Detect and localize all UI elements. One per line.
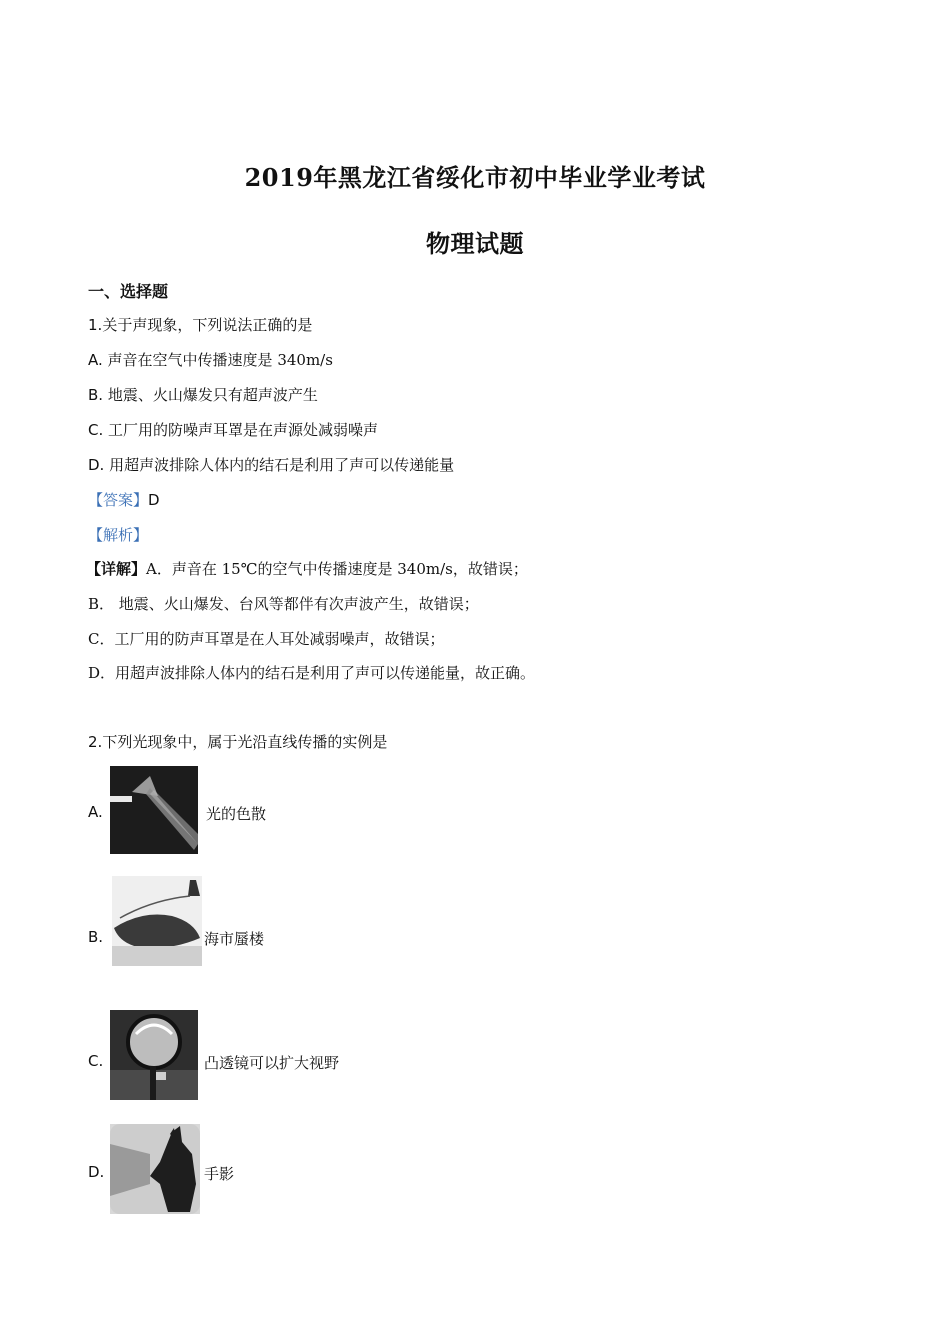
q1-option-a bbox=[88, 349, 333, 370]
q2-option-c-letter: C. bbox=[88, 1052, 104, 1070]
question-1-stem bbox=[88, 314, 312, 335]
q1-answer bbox=[88, 489, 160, 510]
q1-option-c bbox=[88, 419, 378, 440]
question-number: 2. bbox=[88, 733, 103, 751]
option-letter: B. bbox=[88, 386, 104, 404]
option-text: 用超声波排除人体内的结石是利用了声可以传递能量 bbox=[109, 456, 455, 474]
q2-option-d-text: 手影 bbox=[204, 1165, 235, 1183]
question-text: 下列光现象中，属于光沿直线传播的实例是 bbox=[102, 733, 388, 751]
convex-mirror-photo-icon bbox=[110, 1010, 198, 1100]
option-letter: C. bbox=[88, 421, 104, 439]
option-text: 工厂用的防噪声耳罩是在声源处减弱噪声 bbox=[108, 421, 379, 439]
hand-shadow-photo-icon bbox=[110, 1124, 200, 1214]
detail-text: A．声音在 15℃的空气中传播速度是 340m/s，故错误； bbox=[146, 560, 528, 578]
q1-detail-line-2: B． 地震、火山爆发、台风等都伴有次声波产生，故错误； bbox=[88, 595, 479, 613]
question-2-stem bbox=[88, 731, 387, 752]
question-text: 关于声现象，下列说法正确的是 bbox=[102, 316, 313, 334]
q1-detail-line-4: D．用超声波排除人体内的结石是利用了声可以传递能量，故正确。 bbox=[88, 664, 536, 682]
q1-detail-line-1 bbox=[86, 558, 528, 579]
q2-option-b-letter: B. bbox=[88, 928, 104, 946]
option-text: 声音在空气中传播速度是 340m/s bbox=[107, 351, 333, 369]
q2-option-d-letter: D. bbox=[88, 1163, 105, 1181]
mirage-photo-icon bbox=[112, 876, 202, 966]
exam-subtitle: 物理试题 bbox=[426, 229, 524, 258]
q2-option-b-text: 海市蜃楼 bbox=[204, 930, 265, 948]
q2-option-c-text: 凸透镜可以扩大视野 bbox=[204, 1054, 340, 1072]
q1-option-d bbox=[88, 454, 454, 475]
detail-tag: 【详解】 bbox=[86, 560, 147, 578]
q2-option-a-text: 光的色散 bbox=[206, 805, 267, 823]
q1-detail-line-3: C．工厂用的防声耳罩是在人耳处减弱噪声，故错误； bbox=[88, 630, 445, 648]
q2-option-a-letter: A. bbox=[88, 803, 103, 821]
section-heading: 一、选择题 bbox=[88, 282, 169, 301]
question-number: 1. bbox=[88, 316, 103, 334]
light-dispersion-photo-icon bbox=[110, 766, 198, 854]
q1-analysis-tag: 【解析】 bbox=[88, 526, 149, 544]
exam-title: 2019年黑龙江省绥化市初中毕业学业考试 bbox=[244, 163, 706, 192]
answer-value: D bbox=[148, 491, 160, 509]
option-letter: A. bbox=[88, 351, 103, 369]
answer-tag: 【答案】 bbox=[88, 491, 149, 509]
q1-option-b bbox=[88, 384, 318, 405]
option-text: 地震、火山爆发只有超声波产生 bbox=[107, 386, 318, 404]
option-letter: D. bbox=[88, 456, 105, 474]
